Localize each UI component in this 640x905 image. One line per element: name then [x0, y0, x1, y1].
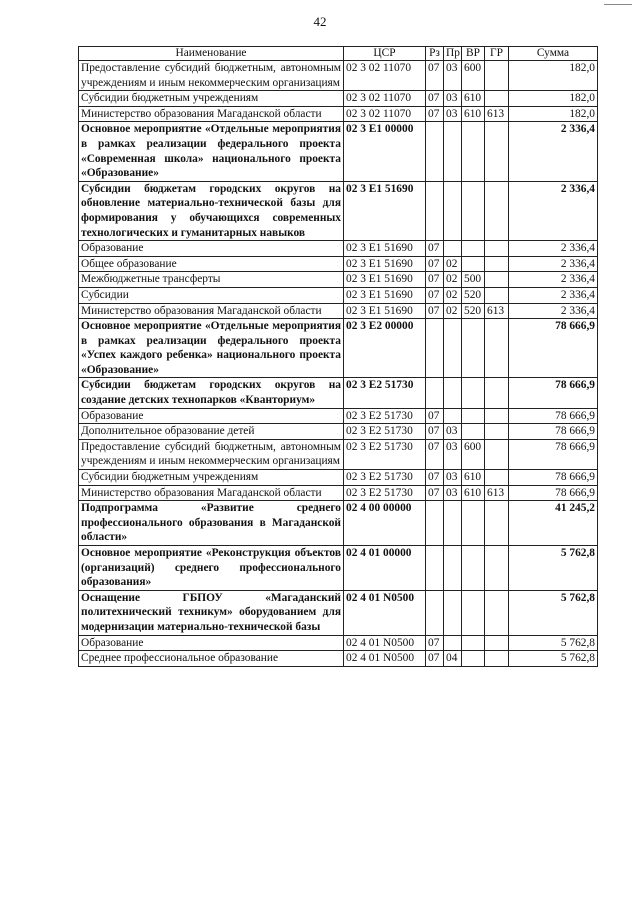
table-row — [79, 424, 598, 440]
cell-vr: 520 — [462, 287, 485, 303]
cell-vr — [462, 319, 485, 378]
cell-gr — [485, 439, 509, 469]
cell-vr: 610 — [462, 91, 485, 107]
cell-gr — [485, 181, 509, 240]
cell-rz: 07 — [426, 470, 444, 486]
cell-pr — [444, 122, 462, 181]
cell-vr — [462, 501, 485, 546]
cell-csr: 02 3 E1 51690 — [344, 256, 426, 272]
cell-rz: 07 — [426, 635, 444, 651]
cell-name: Министерство образования Магаданской области — [79, 106, 344, 122]
cell-pr: 03 — [444, 61, 462, 91]
cell-rz: 07 — [426, 408, 444, 424]
cell-vr: 610 — [462, 485, 485, 501]
cell-gr — [485, 424, 509, 440]
cell-gr — [485, 241, 509, 257]
cell-pr: 03 — [444, 485, 462, 501]
cell-gr — [485, 122, 509, 181]
cell-csr: 02 4 01 N0500 — [344, 651, 426, 667]
cell-gr — [485, 501, 509, 546]
top-rule-mark — [604, 4, 632, 5]
cell-name: Межбюджетные трансферты — [79, 272, 344, 288]
cell-gr: 613 — [485, 303, 509, 319]
table-row — [79, 241, 598, 257]
cell-gr — [485, 272, 509, 288]
cell-sum: 2 336,4 — [509, 122, 598, 181]
cell-pr — [444, 546, 462, 591]
table-row — [79, 91, 598, 107]
cell-vr — [462, 378, 485, 408]
cell-name: Образование — [79, 241, 344, 257]
cell-gr — [485, 470, 509, 486]
cell-name: Министерство образования Магаданской области — [79, 303, 344, 319]
cell-rz: 07 — [426, 256, 444, 272]
table-row — [79, 61, 598, 91]
cell-sum: 41 245,2 — [509, 501, 598, 546]
table-row — [79, 439, 598, 469]
cell-gr: 613 — [485, 106, 509, 122]
table-row — [79, 122, 598, 181]
cell-gr — [485, 635, 509, 651]
cell-vr — [462, 635, 485, 651]
cell-csr: 02 3 E2 51730 — [344, 470, 426, 486]
cell-sum: 5 762,8 — [509, 635, 598, 651]
cell-pr: 03 — [444, 106, 462, 122]
cell-vr — [462, 546, 485, 591]
cell-rz: 07 — [426, 485, 444, 501]
cell-sum: 182,0 — [509, 91, 598, 107]
cell-rz: 07 — [426, 91, 444, 107]
cell-name: Дополнительное образование детей — [79, 424, 344, 440]
cell-rz: 07 — [426, 439, 444, 469]
cell-pr — [444, 241, 462, 257]
cell-pr: 03 — [444, 91, 462, 107]
table-row — [79, 272, 598, 288]
cell-name: Субсидии бюджетам городских округов на обновление материально-технической базы для формирования у обучающихся современных технологических и гуманитарных навыков — [79, 181, 344, 240]
cell-pr: 02 — [444, 303, 462, 319]
cell-pr — [444, 319, 462, 378]
cell-csr: 02 3 E2 51730 — [344, 424, 426, 440]
cell-name: Основное мероприятие «Отдельные мероприятия в рамках реализации федерального проекта «Успех каждого ребенка» национального проекта «Образование» — [79, 319, 344, 378]
table-row — [79, 501, 598, 546]
table-row — [79, 319, 598, 378]
cell-vr — [462, 122, 485, 181]
header-rz: Рз — [426, 47, 444, 61]
cell-csr: 02 3 E2 51730 — [344, 378, 426, 408]
cell-csr: 02 3 E1 51690 — [344, 181, 426, 240]
cell-name: Основное мероприятие «Реконструкция объектов (организаций) среднего профессионального образования» — [79, 546, 344, 591]
cell-name: Министерство образования Магаданской области — [79, 485, 344, 501]
cell-name: Образование — [79, 408, 344, 424]
cell-vr — [462, 590, 485, 635]
cell-sum: 78 666,9 — [509, 378, 598, 408]
table-row — [79, 408, 598, 424]
cell-sum: 78 666,9 — [509, 424, 598, 440]
cell-csr: 02 3 E2 00000 — [344, 319, 426, 378]
cell-rz: 07 — [426, 287, 444, 303]
cell-name: Субсидии бюджетным учреждениям — [79, 91, 344, 107]
budget-table — [78, 46, 598, 667]
cell-gr — [485, 256, 509, 272]
cell-sum: 2 336,4 — [509, 272, 598, 288]
cell-rz: 07 — [426, 303, 444, 319]
cell-gr — [485, 590, 509, 635]
cell-sum: 78 666,9 — [509, 408, 598, 424]
cell-sum: 5 762,8 — [509, 590, 598, 635]
cell-csr: 02 4 01 00000 — [344, 546, 426, 591]
cell-gr — [485, 287, 509, 303]
cell-name: Общее образование — [79, 256, 344, 272]
cell-rz — [426, 378, 444, 408]
cell-csr: 02 4 01 N0500 — [344, 590, 426, 635]
table-row — [79, 546, 598, 591]
header-csr: ЦСР — [344, 47, 426, 61]
table-header-row — [79, 47, 598, 61]
cell-pr — [444, 181, 462, 240]
cell-gr: 613 — [485, 485, 509, 501]
cell-name: Предоставление субсидий бюджетным, автономным учреждениям и иным некоммерческим организациям — [79, 61, 344, 91]
cell-vr — [462, 256, 485, 272]
cell-vr — [462, 241, 485, 257]
cell-vr — [462, 651, 485, 667]
header-vr: ВР — [462, 47, 485, 61]
cell-rz: 07 — [426, 61, 444, 91]
header-pr: Пр — [444, 47, 462, 61]
cell-pr: 02 — [444, 287, 462, 303]
cell-sum: 2 336,4 — [509, 303, 598, 319]
cell-rz — [426, 590, 444, 635]
cell-name: Среднее профессиональное образование — [79, 651, 344, 667]
cell-vr: 600 — [462, 61, 485, 91]
cell-csr: 02 3 E1 51690 — [344, 303, 426, 319]
cell-gr — [485, 378, 509, 408]
cell-csr: 02 3 E1 51690 — [344, 241, 426, 257]
cell-sum: 2 336,4 — [509, 256, 598, 272]
cell-pr — [444, 501, 462, 546]
cell-name: Субсидии бюджетам городских округов на создание детских технопарков «Кванториум» — [79, 378, 344, 408]
cell-vr — [462, 181, 485, 240]
cell-sum: 2 336,4 — [509, 241, 598, 257]
cell-pr — [444, 408, 462, 424]
header-sum: Сумма — [509, 47, 598, 61]
table-row — [79, 303, 598, 319]
cell-pr: 02 — [444, 256, 462, 272]
cell-csr: 02 3 02 11070 — [344, 91, 426, 107]
table-body — [79, 61, 598, 667]
page-number: 42 — [313, 14, 327, 29]
cell-name: Подпрограмма «Развитие среднего профессионального образования в Магаданской области» — [79, 501, 344, 546]
cell-gr — [485, 546, 509, 591]
cell-vr: 520 — [462, 303, 485, 319]
cell-sum: 182,0 — [509, 106, 598, 122]
cell-sum: 182,0 — [509, 61, 598, 91]
cell-gr — [485, 651, 509, 667]
header-gr: ГР — [485, 47, 509, 61]
table-row — [79, 287, 598, 303]
table-row — [79, 378, 598, 408]
cell-gr — [485, 91, 509, 107]
cell-sum: 78 666,9 — [509, 319, 598, 378]
cell-csr: 02 3 02 11070 — [344, 61, 426, 91]
cell-csr: 02 3 E2 51730 — [344, 439, 426, 469]
cell-name: Образование — [79, 635, 344, 651]
cell-gr — [485, 408, 509, 424]
table-row — [79, 651, 598, 667]
cell-pr: 02 — [444, 272, 462, 288]
cell-rz — [426, 181, 444, 240]
cell-rz: 07 — [426, 272, 444, 288]
cell-pr: 04 — [444, 651, 462, 667]
cell-vr — [462, 424, 485, 440]
cell-vr: 610 — [462, 106, 485, 122]
cell-vr: 500 — [462, 272, 485, 288]
cell-vr: 600 — [462, 439, 485, 469]
table-row — [79, 106, 598, 122]
cell-name: Предоставление субсидий бюджетным, автономным учреждениям и иным некоммерческим организациям — [79, 439, 344, 469]
cell-vr: 610 — [462, 470, 485, 486]
cell-sum: 78 666,9 — [509, 470, 598, 486]
cell-sum: 5 762,8 — [509, 546, 598, 591]
cell-csr: 02 3 02 11070 — [344, 106, 426, 122]
cell-pr: 03 — [444, 470, 462, 486]
cell-csr: 02 4 00 00000 — [344, 501, 426, 546]
cell-pr: 03 — [444, 424, 462, 440]
cell-name: Субсидии — [79, 287, 344, 303]
cell-sum: 78 666,9 — [509, 485, 598, 501]
table-row — [79, 256, 598, 272]
cell-gr — [485, 319, 509, 378]
cell-name: Оснащение ГБПОУ «Магаданский политехнический техникум» оборудованием для модернизации материально-технической базы — [79, 590, 344, 635]
cell-pr — [444, 635, 462, 651]
cell-name: Субсидии бюджетным учреждениям — [79, 470, 344, 486]
cell-rz: 07 — [426, 106, 444, 122]
table-row — [79, 590, 598, 635]
cell-csr: 02 3 E1 51690 — [344, 287, 426, 303]
cell-rz — [426, 122, 444, 181]
table-row — [79, 181, 598, 240]
cell-rz: 07 — [426, 651, 444, 667]
cell-pr — [444, 378, 462, 408]
cell-rz: 07 — [426, 241, 444, 257]
cell-name: Основное мероприятие «Отдельные мероприятия в рамках реализации федерального проекта «Современная школа» национального проекта «Образование» — [79, 122, 344, 181]
cell-pr — [444, 590, 462, 635]
table-row — [79, 635, 598, 651]
cell-csr: 02 3 E1 51690 — [344, 272, 426, 288]
cell-sum: 78 666,9 — [509, 439, 598, 469]
cell-csr: 02 3 E2 51730 — [344, 408, 426, 424]
cell-vr — [462, 408, 485, 424]
cell-sum: 5 762,8 — [509, 651, 598, 667]
cell-rz — [426, 546, 444, 591]
cell-gr — [485, 61, 509, 91]
cell-rz — [426, 319, 444, 378]
cell-sum: 2 336,4 — [509, 287, 598, 303]
cell-csr: 02 3 E1 00000 — [344, 122, 426, 181]
cell-csr: 02 4 01 N0500 — [344, 635, 426, 651]
cell-sum: 2 336,4 — [509, 181, 598, 240]
cell-rz — [426, 501, 444, 546]
cell-csr: 02 3 E2 51730 — [344, 485, 426, 501]
table-row — [79, 470, 598, 486]
table-row — [79, 485, 598, 501]
cell-rz: 07 — [426, 424, 444, 440]
header-name: Наименование — [79, 47, 344, 61]
cell-pr: 03 — [444, 439, 462, 469]
